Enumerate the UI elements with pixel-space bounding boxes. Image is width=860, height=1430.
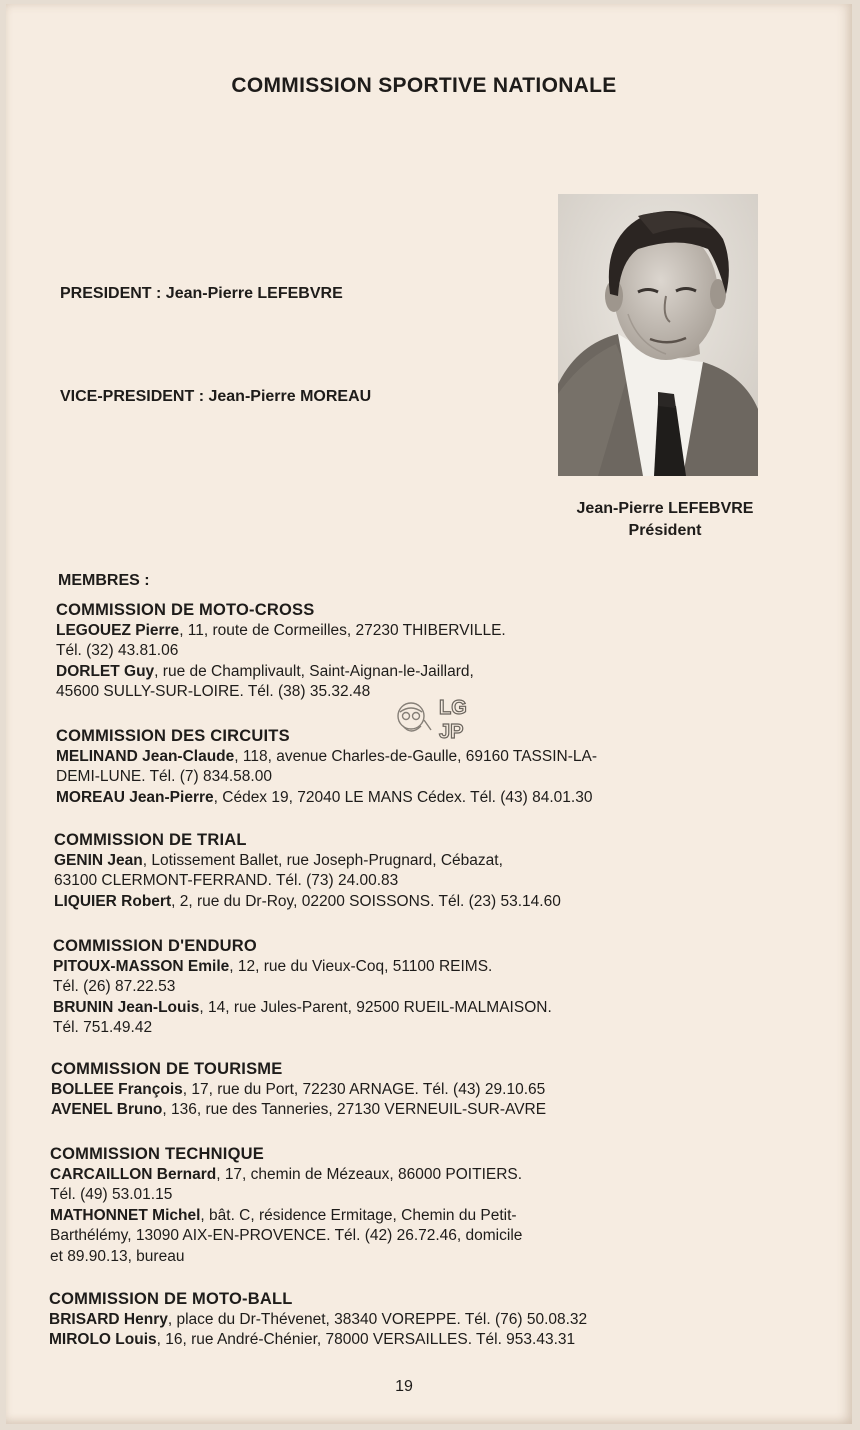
- member-details: , 17, rue du Port, 72230 ARNAGE. Tél. (43) 29.10.65: [182, 1080, 546, 1098]
- member-name: CARCAILLON Bernard: [50, 1165, 217, 1183]
- watermark-letters-lg: LG: [439, 697, 467, 719]
- member-name: PITOUX-MASSON Emile: [53, 957, 230, 975]
- section-technique: [50, 1144, 522, 1267]
- section-heading: COMMISSION DE TOURISME: [51, 1060, 283, 1078]
- president-portrait-photo: [558, 194, 758, 476]
- member-details: , Lotissement Ballet, rue Joseph-Prugnard, Cébazat,: [142, 851, 503, 869]
- member-details: , 16, rue André-Chénier, 78000 VERSAILLES. Tél. 953.43.31: [156, 1331, 576, 1348]
- document-page: [6, 4, 852, 1424]
- entry-line: [50, 1226, 522, 1247]
- member-name: BOLLEE François: [51, 1080, 183, 1098]
- member-name: LIQUIER Robert: [54, 892, 172, 910]
- member-details: DEMI-LUNE. Tél. (7) 834.58.00: [56, 768, 272, 785]
- president-line: [60, 285, 343, 303]
- page-number: 19: [395, 1378, 413, 1395]
- section-trial: [54, 830, 561, 912]
- member-details: Tél. (32) 43.81.06: [56, 642, 179, 659]
- portrait-illustration: [558, 194, 758, 476]
- member-details: , 14, rue Jules-Parent, 92500 RUEIL-MALMAISON.: [199, 998, 552, 1016]
- section-moto-cross: [56, 600, 506, 703]
- entry-line: [50, 1185, 522, 1206]
- entry-line: [54, 892, 561, 913]
- member-name: MIROLO Louis: [49, 1331, 157, 1348]
- member-details: Tél. (26) 87.22.53: [53, 978, 176, 995]
- caption-name: Jean-Pierre LEFEBVRE: [576, 500, 754, 517]
- president-role: PRESIDENT: [60, 285, 152, 302]
- member-details: , 11, route de Cormeilles, 27230 THIBERVILLE.: [179, 621, 506, 639]
- member-name: DORLET Guy: [56, 662, 155, 680]
- entry-line: [51, 1100, 546, 1121]
- member-name: BRUNIN Jean-Louis: [53, 998, 200, 1016]
- section-circuits: [56, 726, 597, 808]
- members-heading: MEMBRES :: [58, 572, 150, 589]
- vice-president-separator: :: [194, 388, 209, 405]
- entry-line: [50, 1165, 522, 1186]
- entry-line: [56, 621, 506, 642]
- member-details: , 2, rue du Dr-Roy, 02200 SOISSONS. Tél. (23) 53.14.60: [171, 892, 561, 910]
- entry-line: [56, 747, 597, 768]
- watermark-letters-jp: JP: [439, 721, 464, 743]
- member-name: GENIN Jean: [54, 851, 143, 869]
- member-name: MOREAU Jean-Pierre: [56, 788, 214, 806]
- member-details: , rue de Champlivault, Saint-Aignan-le-Jaillard,: [154, 662, 474, 680]
- member-details: , 17, chemin de Mézeaux, 86000 POITIERS.: [216, 1165, 523, 1183]
- caption-role: Président: [628, 522, 702, 539]
- member-details: 45600 SULLY-SUR-LOIRE. Tél. (38) 35.32.48: [56, 683, 371, 700]
- member-details: , 118, avenue Charles-de-Gaulle, 69160 TASSIN-LA-: [234, 747, 598, 765]
- entry-line: [53, 957, 552, 978]
- entry-line: [56, 641, 506, 662]
- member-details: , 136, rue des Tanneries, 27130 VERNEUIL-SUR-AVRE: [162, 1101, 547, 1118]
- vice-president-role: VICE-PRESIDENT: [60, 388, 195, 405]
- section-tourisme: [51, 1059, 546, 1121]
- entry-line: [51, 1080, 546, 1101]
- entry-line: [56, 788, 597, 809]
- member-details: Tél. (49) 53.01.15: [50, 1186, 173, 1203]
- member-name: MELINAND Jean-Claude: [56, 747, 235, 765]
- member-name: AVENEL Bruno: [51, 1101, 163, 1118]
- vice-president-name: Jean-Pierre MOREAU: [208, 388, 372, 405]
- entry-line: [50, 1206, 522, 1227]
- section-moto-ball: [49, 1289, 587, 1351]
- member-details: , place du Dr-Thévenet, 38340 VOREPPE. Tél. (76) 50.08.32: [167, 1310, 588, 1328]
- section-heading: COMMISSION DE MOTO-CROSS: [56, 601, 315, 619]
- entry-line: [54, 871, 561, 892]
- section-heading: COMMISSION D'ENDURO: [53, 937, 257, 955]
- member-name: LEGOUEZ Pierre: [56, 621, 180, 639]
- president-name: Jean-Pierre LEFEBVRE: [165, 285, 343, 302]
- entry-line: [53, 977, 552, 998]
- section-heading: COMMISSION DE TRIAL: [54, 831, 247, 849]
- entry-line: [49, 1330, 587, 1351]
- member-details: Tél. 751.49.42: [53, 1019, 153, 1036]
- photo-caption: [534, 498, 796, 542]
- vice-president-line: [60, 388, 371, 406]
- member-details: et 89.90.13, bureau: [50, 1247, 185, 1265]
- entry-line: [56, 767, 597, 788]
- entry-line: [53, 998, 552, 1019]
- president-separator: :: [151, 285, 166, 302]
- entry-line: [56, 662, 506, 683]
- entry-line: [54, 851, 561, 872]
- section-heading: COMMISSION DE MOTO-BALL: [49, 1290, 293, 1308]
- entry-line: [49, 1310, 587, 1331]
- member-name: MATHONNET Michel: [50, 1206, 201, 1224]
- member-details: , 12, rue du Vieux-Coq, 51100 REIMS.: [229, 957, 493, 975]
- page-title: COMMISSION SPORTIVE NATIONALE: [231, 74, 617, 97]
- section-heading: COMMISSION DES CIRCUITS: [56, 727, 290, 745]
- section-enduro: [53, 936, 552, 1039]
- member-details: 63100 CLERMONT-FERRAND. Tél. (73) 24.00.83: [54, 872, 399, 889]
- section-heading: COMMISSION TECHNIQUE: [50, 1145, 264, 1163]
- member-details: Barthélémy, 13090 AIX-EN-PROVENCE. Tél. (42) 26.72.46, domicile: [50, 1227, 523, 1244]
- entry-line: [50, 1247, 522, 1268]
- member-details: , bât. C, résidence Ermitage, Chemin du Petit-: [200, 1206, 517, 1224]
- entry-line: [53, 1018, 552, 1039]
- member-details: , Cédex 19, 72040 LE MANS Cédex. Tél. (43) 84.01.30: [213, 788, 593, 806]
- member-name: BRISARD Henry: [49, 1310, 168, 1328]
